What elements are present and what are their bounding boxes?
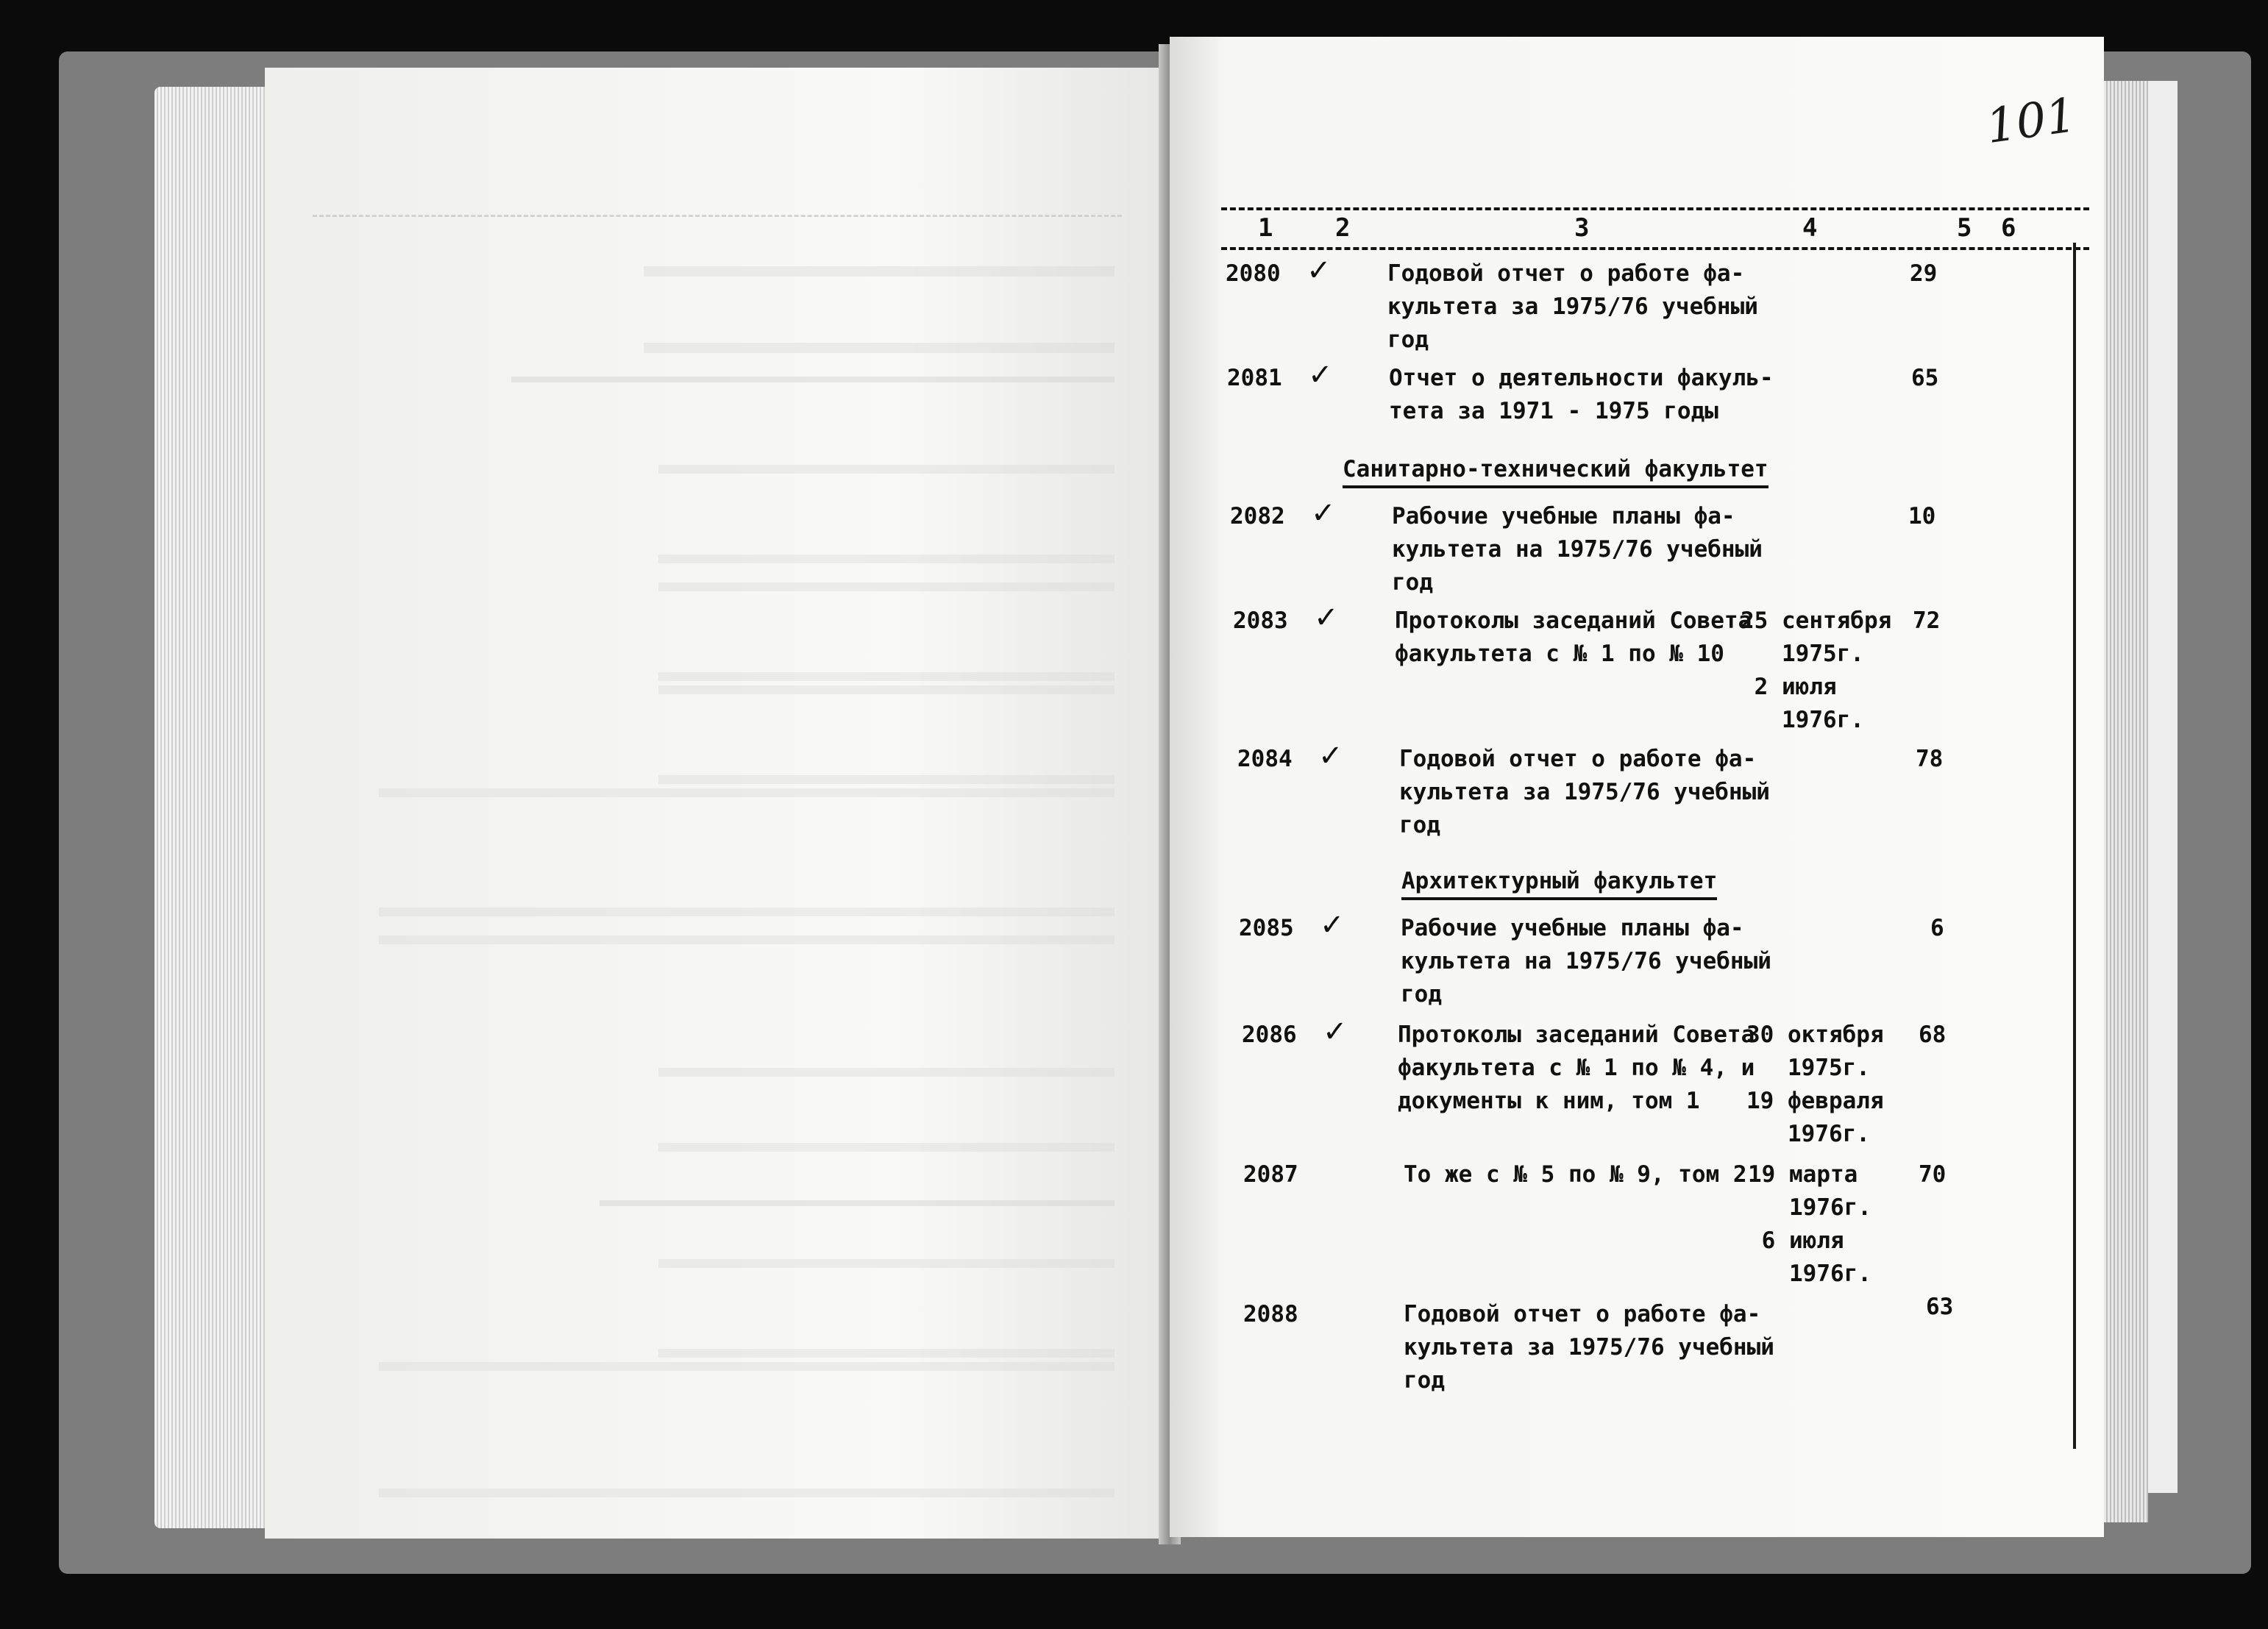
item-number: 2084	[1237, 746, 1293, 772]
list-item	[1237, 739, 2047, 846]
check-mark-icon: ✓	[1307, 254, 1332, 288]
section-heading-sanitary: Санитарно-технический факультет	[1343, 456, 1768, 488]
section-heading-architecture: Архитектурный факультет	[1401, 868, 1717, 900]
page-stack-left	[154, 87, 272, 1528]
list-item	[1243, 1294, 2052, 1401]
item-title: Рабочие учебные планы фа- культета на 1975/76 учебный год	[1401, 915, 1771, 1008]
left-page-bleedthrough	[265, 68, 1166, 1539]
list-item	[1226, 254, 2035, 360]
list-item	[1233, 601, 2042, 737]
item-pages: 78	[1916, 746, 1944, 772]
item-number: 2081	[1227, 365, 1282, 391]
check-mark-icon: ✓	[1323, 1015, 1348, 1049]
list-item	[1239, 908, 2048, 1015]
header-col-2: 2	[1335, 213, 1351, 243]
item-pages: 29	[1910, 260, 1938, 287]
item-number: 2082	[1230, 503, 1285, 530]
header-col-1: 1	[1258, 213, 1273, 243]
header-col-6: 6	[2001, 213, 2016, 243]
item-dates: 19 марта 1976г. 6 июля 1976г.	[1748, 1161, 1871, 1287]
item-number: 2080	[1226, 260, 1281, 287]
item-pages: 63	[1926, 1294, 1954, 1320]
list-item	[1243, 1158, 2052, 1291]
item-pages: 10	[1908, 503, 1936, 530]
item-number: 2087	[1243, 1161, 1298, 1188]
item-title: Рабочие учебные планы фа- культета на 1975/76 учебный год	[1392, 503, 1763, 596]
header-col-5: 5	[1957, 213, 1972, 243]
list-item	[1227, 358, 2036, 435]
table-header	[1221, 206, 2089, 250]
item-title: Годовой отчет о работе фа- культета за 1975/76 учебный год	[1387, 260, 1758, 353]
check-mark-icon: ✓	[1314, 601, 1339, 635]
check-mark-icon: ✓	[1318, 739, 1343, 773]
item-number: 2083	[1233, 607, 1288, 634]
item-title: Годовой отчет о работе фа- культета за 1975/76 учебный год	[1404, 1301, 1774, 1394]
item-pages: 70	[1919, 1161, 1947, 1188]
list-item	[1242, 1015, 2051, 1151]
item-pages: 65	[1911, 365, 1939, 391]
left-page	[265, 68, 1166, 1539]
item-dates: 30 октября 1975г. 19 февраля 1976г.	[1746, 1022, 1884, 1147]
list-item	[1230, 496, 2039, 603]
page-number: 101	[1983, 88, 2080, 155]
item-title: Протоколы заседаний Совета факультета с № 1 по № 4, и документы к ним, том 1	[1398, 1022, 1755, 1114]
item-pages: 6	[1930, 915, 1944, 941]
item-title: Отчет о деятельности факуль- тета за 1971 - 1975 годы	[1389, 365, 1774, 424]
header-col-3: 3	[1574, 213, 1590, 243]
item-title: Протоколы заседаний Совета факультета с № 1 по № 10	[1395, 607, 1752, 667]
check-mark-icon: ✓	[1308, 358, 1333, 392]
item-title: Годовой отчет о работе фа- культета за 1975/76 учебный год	[1399, 746, 1770, 838]
check-mark-icon: ✓	[1320, 908, 1345, 942]
header-col-4: 4	[1802, 213, 1818, 243]
check-mark-icon: ✓	[1311, 496, 1336, 530]
item-number: 2085	[1239, 915, 1294, 941]
item-number: 2088	[1243, 1301, 1298, 1327]
item-number: 2086	[1242, 1022, 1297, 1048]
item-title: То же с № 5 по № 9, том 2	[1404, 1161, 1747, 1188]
item-dates: 25 сентября 1975г. 2 июля 1976г.	[1741, 607, 1892, 733]
table-right-border	[2073, 243, 2076, 1449]
item-pages: 68	[1919, 1022, 1947, 1048]
item-pages: 72	[1913, 607, 1941, 634]
